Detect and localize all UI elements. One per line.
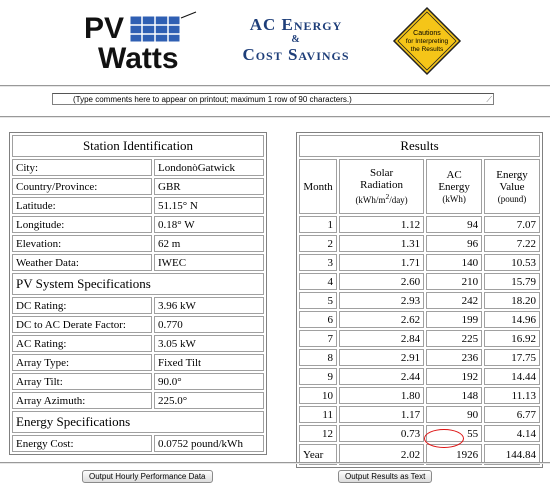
value-cell: 7.22 (484, 235, 540, 252)
comment-placeholder: (Type comments here to appear on printout; maximum 1 row of 90 characters.) (73, 95, 352, 104)
table-row (299, 387, 540, 404)
value-cell: 11.13 (484, 387, 540, 404)
pv-label: DC to AC Derate Factor: (12, 316, 152, 333)
station-label: Country/Province: (12, 178, 152, 195)
table-row (12, 254, 264, 271)
value-cell: 6.77 (484, 406, 540, 423)
pv-value: Fixed Tilt (154, 354, 264, 371)
value-cell: 18.20 (484, 292, 540, 309)
table-row (299, 292, 540, 309)
value-cell: 14.44 (484, 368, 540, 385)
pv-label: Array Tilt: (12, 373, 152, 390)
ac-cell: 94 (426, 216, 482, 233)
pv-label: Array Type: (12, 354, 152, 371)
ac-cell: 242 (426, 292, 482, 309)
station-value: LondonòGatwick (154, 159, 264, 176)
station-value: 51.15° N (154, 197, 264, 214)
ac-cell: 210 (426, 273, 482, 290)
table-row (12, 216, 264, 233)
divider-bottom (0, 462, 550, 464)
station-value: 0.18° W (154, 216, 264, 233)
table-row (299, 216, 540, 233)
value-cell: 10.53 (484, 254, 540, 271)
solar-cell: 1.80 (339, 387, 424, 404)
ac-cell: 192 (426, 368, 482, 385)
caution-sign-icon[interactable] (392, 6, 462, 76)
table-row (299, 311, 540, 328)
logo-text-top: PV (84, 12, 125, 45)
results-column-headers (299, 159, 540, 214)
table-row (299, 330, 540, 347)
month-cell: 12 (299, 425, 337, 442)
table-row (12, 235, 264, 252)
table-row (12, 435, 264, 452)
title-amp: & (291, 34, 301, 45)
value-cell: 15.79 (484, 273, 540, 290)
divider-middle (0, 116, 550, 118)
solar-cell: 2.44 (339, 368, 424, 385)
station-heading: Station Identification (12, 135, 264, 157)
solar-cell: 1.17 (339, 406, 424, 423)
pv-value: 3.96 kW (154, 297, 264, 314)
month-cell: 10 (299, 387, 337, 404)
month-cell: 3 (299, 254, 337, 271)
table-row (299, 273, 540, 290)
solar-cell: 2.84 (339, 330, 424, 347)
table-row (12, 354, 264, 371)
month-cell: 1 (299, 216, 337, 233)
title-line2: Cost Savings (242, 45, 350, 64)
table-row (12, 335, 264, 352)
table-row (12, 159, 264, 176)
table-row (12, 197, 264, 214)
page-title (226, 16, 366, 64)
ac-cell: 148 (426, 387, 482, 404)
output-hourly-button[interactable]: Output Hourly Performance Data (82, 470, 213, 483)
ac-cell: 236 (426, 349, 482, 366)
title-line1: AC Energy (249, 15, 343, 34)
station-value: GBR (154, 178, 264, 195)
value-cell: 16.92 (484, 330, 540, 347)
solar-cell: 2.93 (339, 292, 424, 309)
table-row (12, 373, 264, 390)
ac-cell: 225 (426, 330, 482, 347)
pv-value: 3.05 kW (154, 335, 264, 352)
energy-label: Energy Cost: (12, 435, 152, 452)
year-label: Year (299, 444, 337, 465)
solar-cell: 0.73 (339, 425, 424, 442)
table-row (12, 178, 264, 195)
table-row (299, 235, 540, 252)
station-value: 62 m (154, 235, 264, 252)
solar-cell: 2.60 (339, 273, 424, 290)
table-row (12, 392, 264, 409)
month-cell: 5 (299, 292, 337, 309)
station-table (9, 132, 267, 455)
table-row (299, 368, 540, 385)
caution-line3: the Results (410, 46, 444, 53)
station-value: IWEC (154, 254, 264, 271)
pv-specs-heading: PV System Specifications (12, 273, 264, 295)
comment-textarea[interactable] (52, 93, 494, 105)
ac-cell: 96 (426, 235, 482, 252)
col-ac-energy: AC Energy (kWh) (426, 159, 482, 214)
station-label: Longitude: (12, 216, 152, 233)
solar-cell: 2.62 (339, 311, 424, 328)
ac-cell: 90 (426, 406, 482, 423)
pvwatts-logo (84, 10, 204, 74)
solar-panel-icon (130, 12, 196, 42)
value-cell: 7.07 (484, 216, 540, 233)
month-cell: 4 (299, 273, 337, 290)
caution-line2: for Interpreting (405, 38, 449, 45)
year-value: 144.84 (484, 444, 540, 465)
station-label: City: (12, 159, 152, 176)
solar-cell: 1.31 (339, 235, 424, 252)
logo-text-bottom: Watts (98, 42, 179, 74)
energy-value: 0.0752 pound/kWh (154, 435, 264, 452)
table-row (12, 297, 264, 314)
value-cell: 14.96 (484, 311, 540, 328)
output-text-button[interactable]: Output Results as Text (338, 470, 432, 483)
pv-label: Array Azimuth: (12, 392, 152, 409)
col-energy-value: Energy Value (pound) (484, 159, 540, 214)
results-heading: Results (299, 135, 540, 157)
highlight-circle (424, 429, 464, 448)
year-ac: 1926 (426, 444, 482, 465)
ac-cell: 55 (426, 425, 482, 442)
solar-cell: 1.12 (339, 216, 424, 233)
divider-top (0, 85, 550, 87)
table-row (299, 349, 540, 366)
station-label: Weather Data: (12, 254, 152, 271)
ac-cell: 140 (426, 254, 482, 271)
ac-cell: 199 (426, 311, 482, 328)
results-table (296, 132, 543, 468)
pv-value: 0.770 (154, 316, 264, 333)
pv-value: 90.0° (154, 373, 264, 390)
value-cell: 4.14 (484, 425, 540, 442)
solar-cell: 2.91 (339, 349, 424, 366)
caution-line1: Cautions (413, 30, 441, 37)
month-cell: 2 (299, 235, 337, 252)
month-cell: 6 (299, 311, 337, 328)
table-row (299, 254, 540, 271)
table-row (299, 406, 540, 423)
solar-cell: 1.71 (339, 254, 424, 271)
station-label: Elevation: (12, 235, 152, 252)
table-row (299, 425, 540, 442)
month-cell: 9 (299, 368, 337, 385)
energy-specs-heading: Energy Specifications (12, 411, 264, 433)
pv-label: AC Rating: (12, 335, 152, 352)
pv-label: DC Rating: (12, 297, 152, 314)
month-cell: 11 (299, 406, 337, 423)
table-row (12, 316, 264, 333)
station-label: Latitude: (12, 197, 152, 214)
col-month: Month (299, 159, 337, 214)
pv-value: 225.0° (154, 392, 264, 409)
month-cell: 8 (299, 349, 337, 366)
year-solar: 2.02 (339, 444, 424, 465)
value-cell: 17.75 (484, 349, 540, 366)
resize-grip-icon[interactable]: ⟋ (486, 95, 492, 104)
month-cell: 7 (299, 330, 337, 347)
col-solar-radiation: Solar Radiation $(kWh/m^2/day)$ (339, 159, 424, 214)
